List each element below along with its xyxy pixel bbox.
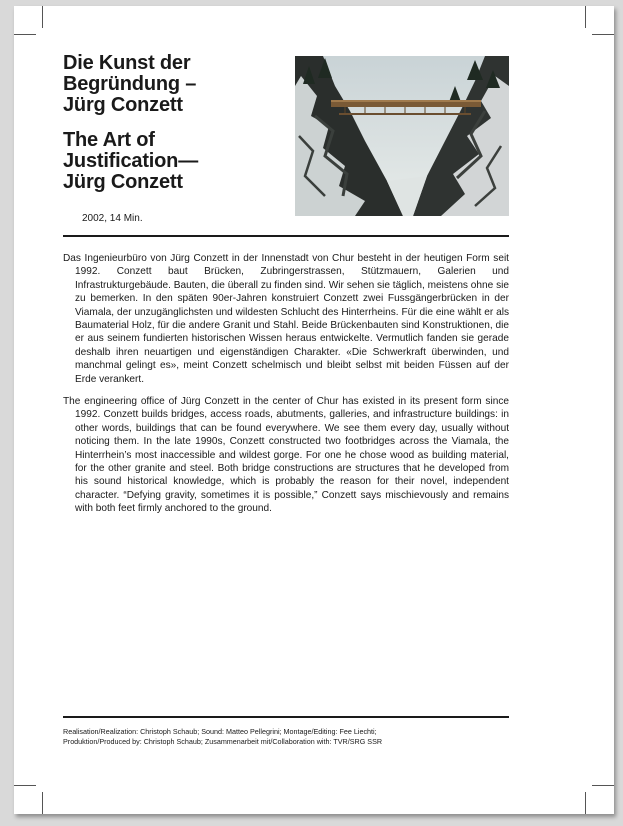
crop-mark [592,785,614,786]
crop-mark [585,792,586,814]
year-duration: 2002, 14 Min. [82,213,143,224]
crop-mark [14,34,36,35]
divider-top [63,235,509,237]
crop-mark [42,6,43,28]
crop-mark [585,6,586,28]
crop-mark [592,34,614,35]
body-text-english-content: The engineering office of Jürg Conzett in the center of Chur has existed in its present form since 1992. Conzett builds bridges, access roads, abutments, galleries, and infrastructure buildings: in other words, buildings that can be found everywhere. We see them every day, usually without noticing them. In the late 1990s, Conzett constructed two footbridges across the Viamala, the Hinterrhein’s most inaccessible and wildest gorge. For one he chose wood as building material, for the other granite and steel. Both bridge constructions are structures that he developed from his sound historical knowledge, which is probably the reason for their novel, independent character. “Defying gravity, sometimes it is possible,” Conzett says mischievously and remains with both feet firmly anchored to the ground. [63,396,509,515]
divider-bottom [63,716,509,718]
document-page [14,6,614,814]
crop-mark [14,785,36,786]
body-text-german [63,252,509,386]
body-text-german-content: Das Ingenieurbüro von Jürg Conzett in der Innenstadt von Chur besteht in der heutigen Form seit 1992. Conzett baut Brücken, Zubringerstrassen, Stützmauern, Galerien und Infrastrukturgebäude. Bauten, die überall zu finden sind. Wir sehen sie täglich, meistens ohne sie zu bemerken. In den späten 90er-Jahren konstruiert Conzett zwei Fussgängerbrücken in der Viamala, der unzugänglichsten und wildesten Schlucht des Hinterrheins. Für die eine wählt er als Baumaterial Holz, für die andere Granit und Stahl. Beide Brückenbauten sind Konstruktionen, die er aus seinem fundierten historischen Wissen heraus entwickelte. Vermutlich fanden sie gerade deshalb ihren neuartigen und eigenständigen Charakter. «Die Schwerkraft überwinden, und manchmal gelingt es», meint Conzett schelmisch und bleibt selbst mit beiden Füssen auf der Erde verankert. [63,253,509,385]
title-english: The Art of Justification— Jürg Conzett [63,129,198,193]
credits [63,727,513,747]
crop-mark [42,792,43,814]
body-text-english [63,395,509,516]
title-german: Die Kunst der Begründung – Jürg Conzett [63,52,197,116]
title-block [63,53,283,193]
credits-line-1: Realisation/Realization: Christoph Schaub; Sound: Matteo Pellegrini; Montage/Editing: Fee Liechti; [63,727,377,736]
credits-line-2: Produktion/Produced by: Christoph Schaub; Zusammenarbeit mit/Collaboration with: TVR/SRG SSR [63,737,383,746]
bridge-gorge-photo [295,56,509,216]
